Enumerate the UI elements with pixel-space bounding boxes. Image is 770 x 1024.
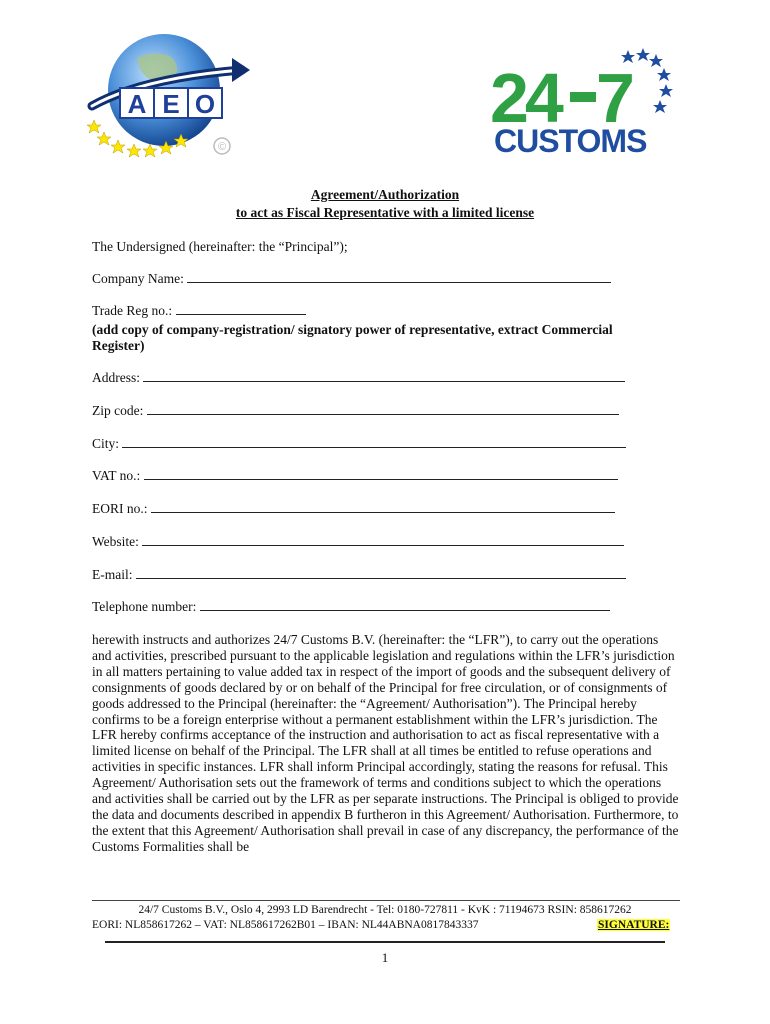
svg-text:A: A — [127, 89, 147, 119]
principal-intro: The Undersigned (hereinafter: the “Principal”); — [92, 239, 348, 254]
website-field[interactable] — [142, 533, 624, 546]
footer-bank-info: EORI: NL858617262 – VAT: NL858617262B01 – IBAN: NL44ABNA0817843337 — [92, 919, 479, 931]
zip-field[interactable] — [147, 402, 619, 415]
signature-label[interactable]: SIGNATURE: — [598, 919, 670, 931]
email-row — [92, 566, 626, 583]
vat-field[interactable] — [144, 467, 618, 480]
email-field[interactable] — [136, 566, 626, 579]
city-field[interactable] — [122, 435, 626, 448]
address-label: Address: — [92, 370, 140, 385]
zip-label: Zip code: — [92, 403, 144, 418]
trade-reg-field[interactable] — [176, 302, 306, 315]
copyright-mark: © — [217, 141, 227, 153]
svg-text:O: O — [194, 89, 216, 119]
vat-row — [92, 467, 618, 484]
city-label: City: — [92, 436, 120, 451]
vat-label: VAT no.: — [92, 468, 141, 483]
company-name-field[interactable] — [187, 270, 611, 283]
svg-text:24: 24 — [490, 59, 560, 137]
eori-row — [92, 500, 615, 517]
footer-company-info: 24/7 Customs B.V., Oslo 4, 2993 LD Barendrecht - Tel: 0180-727811 - KvK : 71194673 RSIN: 858617262 — [138, 904, 632, 916]
eori-field[interactable] — [151, 500, 615, 513]
aeo-logo — [82, 28, 252, 158]
telephone-row — [92, 598, 610, 615]
telephone-field[interactable] — [200, 598, 610, 611]
website-row — [92, 533, 624, 550]
company-name-row — [92, 270, 611, 287]
footer-divider-top — [92, 900, 680, 901]
authorization-paragraph: herewith instructs and authorizes 24/7 Customs B.V. (hereinafter: the “LFR”), to carry out the operations and activities, prescribed pursuant to the applicable legislation and regulations within the LFR’s jurisdiction in all matters pertaining to value added tax in respect of the import of goods and the subsequent delivery of consignments of goods declared by or on behalf of the Principal for free circulation, or of consignments of goods addressed to the Principal (hereinafter: the “Agreement/ Authorisation”). The Principal hereby confirms to be a foreign enterprise without a permanent establishment within the LFR’s jurisdiction. The LFR hereby confirms acceptance of the instruction and authorisation to act as fiscal representative with a limited license on behalf of the Principal. The LFR shall at all times be entitled to refuse operations and activities in specific instances. LFR shall inform Principal accordingly, stating the reasons for refusal. This Agreement/ Authorisation sets out the framework of terms and conditions subject to which the operations and activities shall be carried out by the LFR as per separate instructions. The Principal is obliged to provide the data and documents described in appendix B furtheron in this Agreement/ Authorisation. Furthermore, to the extent that this Agreement/ Authorisation shall prevail in case of any discrepancy, the performance of the Customs Formalities shall be — [92, 632, 679, 854]
document-subtitle: to act as Fiscal Representative with a limited license — [235, 205, 535, 220]
zip-row — [92, 402, 619, 419]
svg-text:7: 7 — [596, 59, 635, 137]
company-name-label: Company Name: — [92, 271, 184, 286]
page-number: 1 — [381, 950, 389, 965]
email-label: E-mail: — [92, 567, 133, 582]
trade-reg-row — [92, 302, 306, 319]
svg-text:CUSTOMS: CUSTOMS — [494, 123, 647, 159]
document-title: Agreement/Authorization — [310, 187, 460, 202]
city-row — [92, 435, 626, 452]
website-label: Website: — [92, 534, 139, 549]
eori-label: EORI no.: — [92, 501, 148, 516]
svg-text:E: E — [162, 89, 180, 119]
footer-divider-bottom — [105, 941, 665, 943]
telephone-label: Telephone number: — [92, 599, 197, 614]
trade-reg-label: Trade Reg no.: — [92, 303, 173, 318]
24-7-customs-logo — [488, 40, 688, 160]
address-field[interactable] — [143, 369, 625, 382]
trade-reg-note: (add copy of company-registration/ signatory power of representative, extract Commercial Register) — [92, 322, 613, 353]
address-row — [92, 369, 625, 386]
